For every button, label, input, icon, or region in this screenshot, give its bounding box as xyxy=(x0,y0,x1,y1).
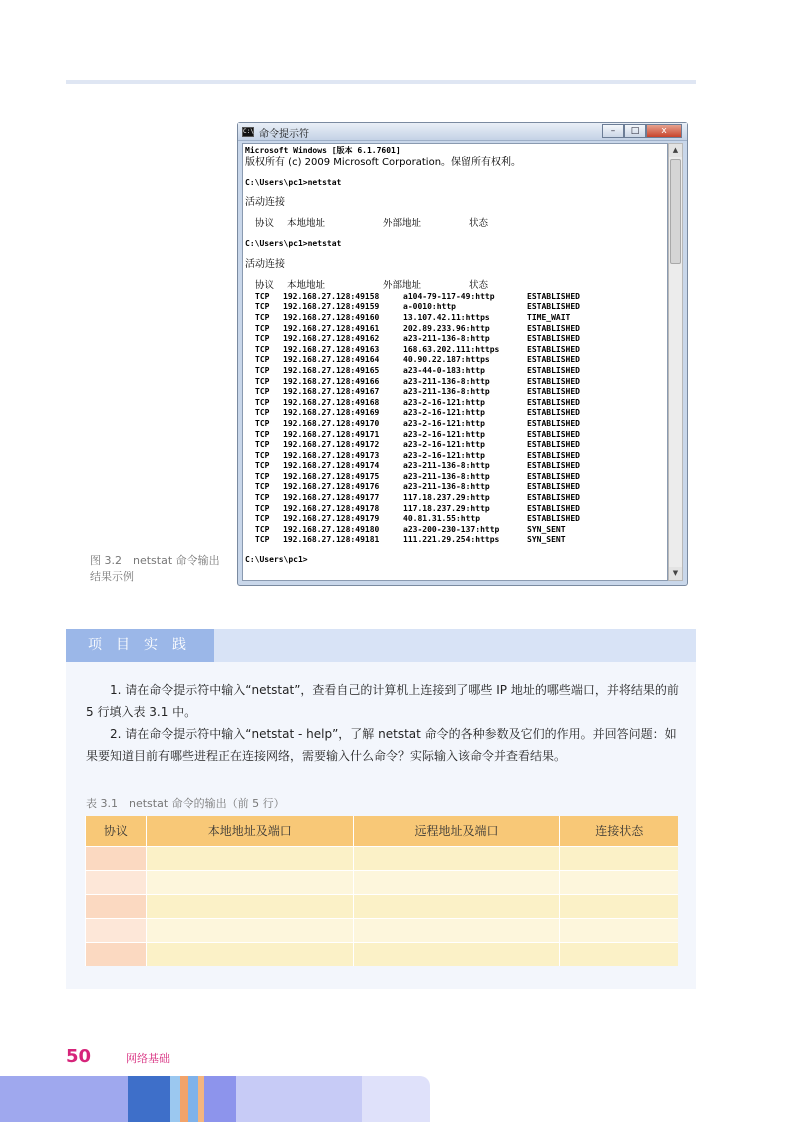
table-cell[interactable] xyxy=(86,918,147,942)
practice-header-bar xyxy=(66,629,696,662)
conn-state: ESTABLISHED xyxy=(527,291,580,301)
cmd-console[interactable] xyxy=(242,143,668,581)
conn-state: SYN_SENT xyxy=(527,524,566,534)
conn-foreign-address: 117.18.237.29:http xyxy=(403,493,490,503)
conn-local-address: 192.168.27.128:49164 xyxy=(283,355,380,365)
conn-local-address: 192.168.27.128:49177 xyxy=(283,493,380,503)
conn-state: ESTABLISHED xyxy=(527,334,580,344)
conn-local-address: 192.168.27.128:49176 xyxy=(283,482,380,492)
conn-foreign-address: a23-44-0-183:http xyxy=(403,365,485,375)
header-proto: 协议 xyxy=(255,279,275,291)
table-cell[interactable] xyxy=(146,942,353,966)
header-foreign: 外部地址 xyxy=(383,218,422,230)
practice-item-2: 2. 请在命令提示符中输入“netstat - help”，了解 netstat 命令的各种参数及它们的作用。并回答问题：如果要知道目前有哪些进程正在连接网络，需要输入什么命令？实际输入该命令并查看结果。 xyxy=(86,727,677,763)
cmd-titlebar[interactable] xyxy=(238,123,687,141)
conn-foreign-address: a23-211-136-8:http xyxy=(403,376,490,386)
figure-caption: 图 3.2 netstat 命令输出结果示例 xyxy=(90,554,220,583)
table-header-row xyxy=(86,816,679,846)
practice-item-1: 1. 请在命令提示符中输入“netstat”，查看自己的计算机上连接到了哪些 IP 地址的哪些端口，并将结果的前 5 行填入表 3.1 中。 xyxy=(86,683,679,719)
connection-row xyxy=(245,514,665,525)
cmd-window xyxy=(237,122,688,586)
connection-row xyxy=(245,430,665,441)
cmd-app-icon: C:\ xyxy=(243,128,254,135)
conn-proto: TCP xyxy=(255,482,270,492)
conn-local-address: 192.168.27.128:49162 xyxy=(283,334,380,344)
header-proto: 协议 xyxy=(255,218,275,230)
connection-row xyxy=(245,292,665,303)
conn-local-address: 192.168.27.128:49180 xyxy=(283,524,380,534)
conn-foreign-address: a-0010:http xyxy=(403,302,456,312)
conn-foreign-address: a23-211-136-8:http xyxy=(403,461,490,471)
header-local: 本地地址 xyxy=(287,218,326,230)
connection-row xyxy=(245,366,665,377)
table-cell[interactable] xyxy=(353,846,560,870)
conn-proto: TCP xyxy=(255,355,270,365)
conn-state: ESTABLISHED xyxy=(527,418,580,428)
conn-foreign-address: a23-211-136-8:http xyxy=(403,471,490,481)
connection-row xyxy=(245,324,665,335)
conn-proto: TCP xyxy=(255,535,270,545)
table-cell[interactable] xyxy=(353,870,560,894)
conn-local-address: 192.168.27.128:49174 xyxy=(283,461,380,471)
conn-proto: TCP xyxy=(255,376,270,386)
conn-foreign-address: a23-2-16-121:http xyxy=(403,418,485,428)
conn-foreign-address: 40.81.31.55:http xyxy=(403,514,481,524)
conn-local-address: 192.168.27.128:49158 xyxy=(283,291,380,301)
minimize-icon[interactable]: – xyxy=(602,124,624,138)
connection-row xyxy=(245,313,665,324)
connection-row xyxy=(245,398,665,409)
band-segment xyxy=(0,1076,128,1122)
connection-list xyxy=(245,292,665,546)
conn-state: ESTABLISHED xyxy=(527,493,580,503)
band-segment xyxy=(362,1076,430,1122)
console-active-connections-1: 活动连接 xyxy=(245,197,285,209)
band-segment xyxy=(204,1076,236,1122)
conn-state: ESTABLISHED xyxy=(527,323,580,333)
connection-row xyxy=(245,535,665,546)
column-header-protocol: 协议 xyxy=(86,816,147,846)
table-cell[interactable] xyxy=(353,894,560,918)
conn-state: ESTABLISHED xyxy=(527,503,580,513)
band-segment xyxy=(170,1076,180,1122)
conn-local-address: 192.168.27.128:49159 xyxy=(283,302,380,312)
conn-local-address: 192.168.27.128:49168 xyxy=(283,397,380,407)
conn-proto: TCP xyxy=(255,461,270,471)
console-line-version: Microsoft Windows [版本 6.1.7601] xyxy=(245,146,401,155)
connection-row xyxy=(245,355,665,366)
conn-state: ESTABLISHED xyxy=(527,471,580,481)
conn-local-address: 192.168.27.128:49181 xyxy=(283,535,380,545)
connection-row xyxy=(245,482,665,493)
conn-local-address: 192.168.27.128:49171 xyxy=(283,429,380,439)
conn-state: SYN_SENT xyxy=(527,535,566,545)
conn-state: ESTABLISHED xyxy=(527,461,580,471)
connection-row xyxy=(245,525,665,536)
conn-proto: TCP xyxy=(255,323,270,333)
conn-foreign-address: 168.63.202.111:https xyxy=(403,344,500,354)
decorative-footer-band xyxy=(0,1076,430,1122)
conn-state: ESTABLISHED xyxy=(527,429,580,439)
header-state: 状态 xyxy=(469,218,489,230)
conn-local-address: 192.168.27.128:49161 xyxy=(283,323,380,333)
header-local: 本地地址 xyxy=(287,279,326,291)
conn-state: ESTABLISHED xyxy=(527,355,580,365)
scroll-down-icon[interactable]: ▼ xyxy=(669,567,682,580)
table-row xyxy=(86,942,679,966)
conn-local-address: 192.168.27.128:49179 xyxy=(283,514,380,524)
table-cell[interactable] xyxy=(353,942,560,966)
conn-state: ESTABLISHED xyxy=(527,440,580,450)
column-header-local: 本地地址及端口 xyxy=(146,816,353,846)
conn-local-address: 192.168.27.128:49173 xyxy=(283,450,380,460)
band-segment xyxy=(180,1076,188,1122)
conn-proto: TCP xyxy=(255,471,270,481)
conn-proto: TCP xyxy=(255,429,270,439)
table-cell[interactable] xyxy=(560,846,678,870)
table-cell[interactable] xyxy=(560,918,678,942)
connection-row xyxy=(245,408,665,419)
band-segment xyxy=(188,1076,198,1122)
column-header-remote: 远程地址及端口 xyxy=(353,816,560,846)
conn-state: ESTABLISHED xyxy=(527,408,580,418)
maximize-icon[interactable]: □ xyxy=(624,124,646,138)
connection-row xyxy=(245,377,665,388)
scroll-up-icon[interactable]: ▲ xyxy=(669,144,682,157)
conn-proto: TCP xyxy=(255,312,270,322)
conn-proto: TCP xyxy=(255,493,270,503)
conn-local-address: 192.168.27.128:49163 xyxy=(283,344,380,354)
scroll-thumb[interactable] xyxy=(670,159,681,264)
connection-row xyxy=(245,493,665,504)
console-header-2 xyxy=(245,280,665,292)
conn-foreign-address: 117.18.237.29:http xyxy=(403,503,490,513)
conn-local-address: 192.168.27.128:49178 xyxy=(283,503,380,513)
conn-proto: TCP xyxy=(255,503,270,513)
connection-row xyxy=(245,440,665,451)
close-icon[interactable]: x xyxy=(646,124,682,138)
table-cell[interactable] xyxy=(560,894,678,918)
table-row xyxy=(86,846,679,870)
conn-state: ESTABLISHED xyxy=(527,482,580,492)
practice-section xyxy=(66,629,696,989)
conn-state: ESTABLISHED xyxy=(527,450,580,460)
conn-proto: TCP xyxy=(255,365,270,375)
connection-row xyxy=(245,472,665,483)
conn-state: ESTABLISHED xyxy=(527,365,580,375)
conn-state: ESTABLISHED xyxy=(527,397,580,407)
console-command-2: C:\Users\pc1>netstat xyxy=(245,239,342,249)
table-cell[interactable] xyxy=(146,894,353,918)
conn-local-address: 192.168.27.128:49167 xyxy=(283,387,380,397)
connection-row xyxy=(245,419,665,430)
connection-row xyxy=(245,334,665,345)
column-header-state: 连接状态 xyxy=(560,816,678,846)
conn-proto: TCP xyxy=(255,514,270,524)
conn-local-address: 192.168.27.128:49166 xyxy=(283,376,380,386)
connection-row xyxy=(245,387,665,398)
conn-foreign-address: a23-2-16-121:http xyxy=(403,408,485,418)
conn-foreign-address: 202.89.233.96:http xyxy=(403,323,490,333)
conn-proto: TCP xyxy=(255,302,270,312)
table-row xyxy=(86,870,679,894)
conn-proto: TCP xyxy=(255,397,270,407)
conn-local-address: 192.168.27.128:49170 xyxy=(283,418,380,428)
console-line-copyright: 版权所有 (c) 2009 Microsoft Corporation。保留所有权利。 xyxy=(245,156,522,168)
band-segment xyxy=(236,1076,362,1122)
vertical-scrollbar[interactable] xyxy=(668,143,683,581)
conn-foreign-address: a23-2-16-121:http xyxy=(403,450,485,460)
connection-row xyxy=(245,451,665,462)
conn-proto: TCP xyxy=(255,334,270,344)
table-cell[interactable] xyxy=(86,942,147,966)
practice-label: 项目实践 xyxy=(66,629,214,662)
conn-foreign-address: a23-211-136-8:http xyxy=(403,387,490,397)
conn-state: ESTABLISHED xyxy=(527,344,580,354)
header-foreign: 外部地址 xyxy=(383,279,422,291)
conn-proto: TCP xyxy=(255,291,270,301)
table-cell[interactable] xyxy=(146,918,353,942)
conn-proto: TCP xyxy=(255,418,270,428)
connection-row xyxy=(245,504,665,515)
connection-row xyxy=(245,302,665,313)
conn-proto: TCP xyxy=(255,408,270,418)
conn-foreign-address: a104-79-117-49:http xyxy=(403,291,495,301)
console-header-1 xyxy=(245,218,665,230)
table-cell[interactable] xyxy=(146,870,353,894)
table-cell[interactable] xyxy=(560,870,678,894)
conn-local-address: 192.168.27.128:49172 xyxy=(283,440,380,450)
conn-local-address: 192.168.27.128:49169 xyxy=(283,408,380,418)
table-caption: 表 3.1 netstat 命令的输出（前 5 行） xyxy=(86,797,285,810)
cmd-title: 命令提示符 xyxy=(259,129,309,140)
table-row xyxy=(86,918,679,942)
conn-proto: TCP xyxy=(255,450,270,460)
console-prompt: C:\Users\pc1> xyxy=(245,555,308,565)
conn-foreign-address: a23-2-16-121:http xyxy=(403,440,485,450)
table-cell[interactable] xyxy=(560,942,678,966)
table-cell[interactable] xyxy=(353,918,560,942)
conn-proto: TCP xyxy=(255,387,270,397)
conn-state: ESTABLISHED xyxy=(527,302,580,312)
conn-local-address: 192.168.27.128:49175 xyxy=(283,471,380,481)
conn-proto: TCP xyxy=(255,440,270,450)
conn-state: ESTABLISHED xyxy=(527,376,580,386)
netstat-output-table xyxy=(85,816,678,966)
conn-local-address: 192.168.27.128:49160 xyxy=(283,312,380,322)
conn-local-address: 192.168.27.128:49165 xyxy=(283,365,380,375)
conn-proto: TCP xyxy=(255,524,270,534)
table-cell[interactable] xyxy=(86,846,147,870)
window-controls xyxy=(602,124,682,138)
header-state: 状态 xyxy=(469,279,489,291)
console-active-connections-2: 活动连接 xyxy=(245,258,285,270)
page-number: 50 xyxy=(66,1046,92,1067)
table-cell[interactable] xyxy=(86,894,147,918)
console-command-1: C:\Users\pc1>netstat xyxy=(245,177,342,187)
table-row xyxy=(86,894,679,918)
conn-state: TIME_WAIT xyxy=(527,312,571,322)
book-title: 网络基础 xyxy=(126,1052,170,1065)
conn-state: ESTABLISHED xyxy=(527,514,580,524)
conn-foreign-address: a23-200-230-137:http xyxy=(403,524,500,534)
table-cell[interactable] xyxy=(86,870,147,894)
conn-foreign-address: 111.221.29.254:https xyxy=(403,535,500,545)
band-segment xyxy=(128,1076,170,1122)
table-cell[interactable] xyxy=(146,846,353,870)
conn-foreign-address: 40.90.22.187:https xyxy=(403,355,490,365)
conn-foreign-address: a23-2-16-121:http xyxy=(403,429,485,439)
conn-proto: TCP xyxy=(255,344,270,354)
conn-foreign-address: 13.107.42.11:https xyxy=(403,312,490,322)
conn-state: ESTABLISHED xyxy=(527,387,580,397)
conn-foreign-address: a23-211-136-8:http xyxy=(403,334,490,344)
conn-foreign-address: a23-2-16-121:http xyxy=(403,397,485,407)
connection-row xyxy=(245,461,665,472)
connection-row xyxy=(245,345,665,356)
top-rule xyxy=(66,80,696,84)
conn-foreign-address: a23-211-136-8:http xyxy=(403,482,490,492)
